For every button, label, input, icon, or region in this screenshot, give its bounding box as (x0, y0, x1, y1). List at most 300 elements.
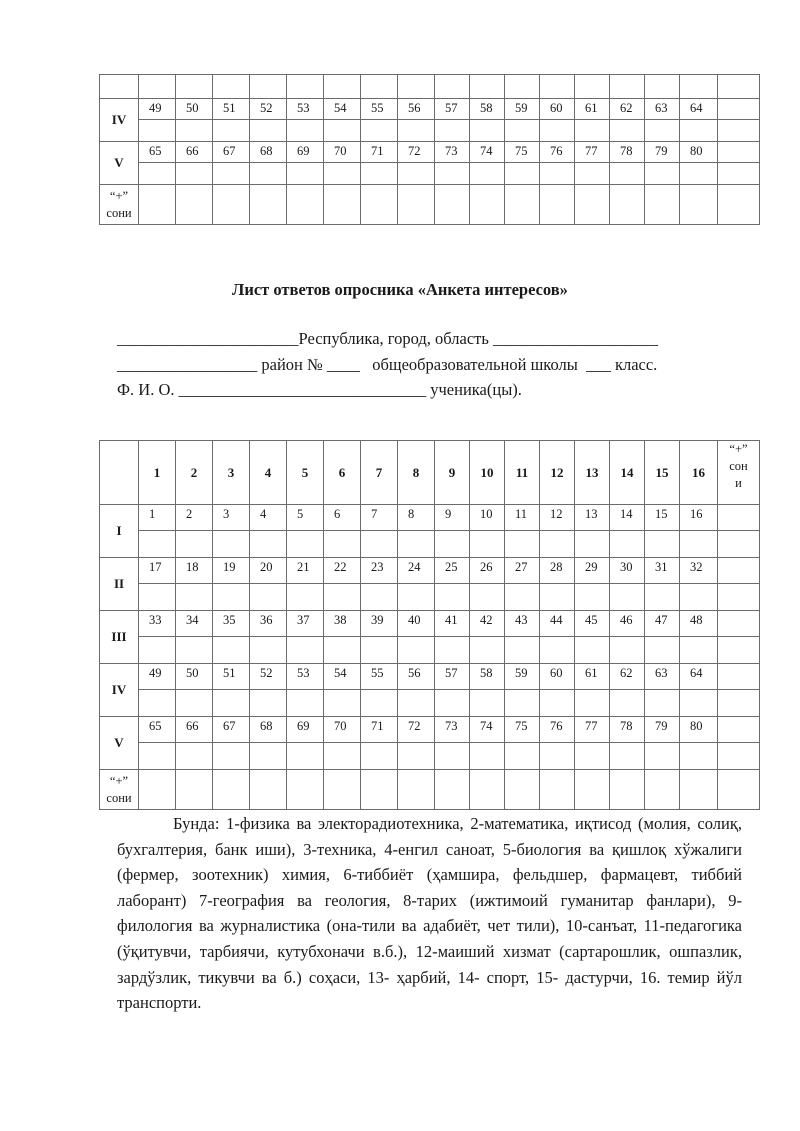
answer-cell[interactable] (540, 637, 575, 664)
count-total-cell[interactable] (470, 185, 505, 225)
answer-cell[interactable] (139, 75, 176, 99)
answer-cell[interactable] (470, 163, 505, 185)
count-row (100, 770, 760, 810)
question-number: 79 (645, 142, 680, 163)
row-label: I (100, 505, 139, 558)
question-number: 17 (139, 558, 176, 584)
answer-cell[interactable] (176, 120, 213, 142)
answer-cell[interactable] (645, 637, 680, 664)
count-total-cell[interactable] (361, 185, 398, 225)
answer-cell[interactable] (398, 690, 435, 717)
answer-row (100, 120, 760, 142)
answer-cell[interactable] (505, 163, 540, 185)
answer-cell[interactable] (250, 690, 287, 717)
answer-cell[interactable] (470, 120, 505, 142)
count-label-line2: сони (106, 205, 132, 220)
answer-cell[interactable] (435, 120, 470, 142)
count-row (100, 185, 760, 225)
question-number: 59 (505, 99, 540, 120)
count-total-cell[interactable] (139, 185, 176, 225)
count-label-line1: “+” (109, 773, 129, 788)
answer-cell[interactable] (176, 163, 213, 185)
answer-cell[interactable] (718, 163, 760, 185)
question-number: 3 (213, 505, 250, 531)
answer-cell[interactable] (435, 163, 470, 185)
answer-cell[interactable] (213, 743, 250, 770)
answer-cell[interactable] (398, 120, 435, 142)
question-number: 38 (324, 611, 361, 637)
answer-cell[interactable] (287, 75, 324, 99)
question-number: 59 (505, 664, 540, 690)
table-row (100, 664, 760, 690)
question-number: 52 (250, 664, 287, 690)
question-number: 31 (645, 558, 680, 584)
question-number: 65 (139, 717, 176, 743)
answer-cell[interactable] (470, 75, 505, 99)
answer-cell[interactable] (213, 120, 250, 142)
count-total-cell[interactable] (324, 770, 361, 810)
question-number: 80 (680, 142, 718, 163)
answer-cell[interactable] (139, 743, 176, 770)
answer-cell[interactable] (361, 690, 398, 717)
answer-cell[interactable] (139, 690, 176, 717)
answer-cell[interactable] (505, 690, 540, 717)
answer-cell[interactable] (213, 690, 250, 717)
answer-cell[interactable] (100, 75, 139, 99)
answer-row (100, 75, 760, 99)
question-number: 70 (324, 142, 361, 163)
question-number: 18 (176, 558, 213, 584)
answer-cell[interactable] (575, 120, 610, 142)
table-row (100, 505, 760, 531)
question-number: 62 (610, 99, 645, 120)
answer-cell[interactable] (718, 75, 760, 99)
question-number: 4 (250, 505, 287, 531)
row-label: V (100, 142, 139, 185)
answer-cell[interactable] (435, 743, 470, 770)
question-number: 62 (610, 664, 645, 690)
form-line-name: Ф. И. О. ______________________________ ученика(цы). (117, 380, 522, 399)
answer-cell[interactable] (398, 584, 435, 611)
answer-cell[interactable] (324, 743, 361, 770)
answer-cell[interactable] (470, 584, 505, 611)
answer-row (100, 584, 760, 611)
answer-cell[interactable] (680, 120, 718, 142)
question-number: 15 (645, 505, 680, 531)
answer-cell[interactable] (435, 531, 470, 558)
answer-cell[interactable] (213, 75, 250, 99)
count-cell[interactable] (718, 664, 760, 690)
answer-cell[interactable] (645, 690, 680, 717)
question-number: 77 (575, 142, 610, 163)
question-number: 39 (361, 611, 398, 637)
answer-cell[interactable] (540, 743, 575, 770)
answer-cell[interactable] (645, 163, 680, 185)
count-total-cell[interactable] (250, 770, 287, 810)
count-header-line: “+” (729, 442, 748, 456)
count-total-cell[interactable] (361, 770, 398, 810)
answer-cell[interactable] (718, 743, 760, 770)
answer-cell[interactable] (540, 75, 575, 99)
count-total-cell[interactable] (470, 770, 505, 810)
count-total-cell[interactable] (540, 185, 575, 225)
question-number: 56 (398, 664, 435, 690)
answer-cell[interactable] (176, 75, 213, 99)
answer-cell[interactable] (361, 531, 398, 558)
legend-paragraph: Бунда: 1-физика ва электорадиотехника, 2-математика, иқтисод (молия, солиқ, бухгалтерия, банк иши), 3-техника, 4-енгил саноат, 5-биология ва қишлоқ хўжалиги (фермер, зоотехник) химия, 6-тиббиёт (ҳамшира, фельдшер, фармацевт, тиббий лаборант) 7-география ва геология, 8-тарих (ижтимоий гуманитар фанлари), 9-филология ва журналистика (она-тили ва адабиёт, чет тили), 10-санъат, 11-педагогика (ўқитувчи, тарбиячи, кутубхоначи в.б.), 12-маиший хизмат (сартарошлик, ошпазлик, зардўзлик, тикувчи ва б.) соҳаси, 13- ҳарбий, 14- спорт, 15- дастурчи, 16. темир йўл транспорти. (117, 814, 742, 1013)
answer-cell[interactable] (540, 690, 575, 717)
question-number: 61 (575, 664, 610, 690)
count-header-line: сон (729, 459, 748, 473)
count-total-cell[interactable] (575, 770, 610, 810)
answer-cell[interactable] (718, 531, 760, 558)
count-total-cell[interactable] (680, 770, 718, 810)
count-total-cell[interactable] (645, 770, 680, 810)
question-number: 72 (398, 717, 435, 743)
question-number: 71 (361, 142, 398, 163)
count-total-cell[interactable] (250, 185, 287, 225)
answer-cell[interactable] (470, 637, 505, 664)
answer-cell[interactable] (435, 584, 470, 611)
question-number: 60 (540, 99, 575, 120)
question-number: 66 (176, 142, 213, 163)
answer-cell[interactable] (645, 120, 680, 142)
answer-cell[interactable] (645, 584, 680, 611)
question-number: 27 (505, 558, 540, 584)
answer-cell[interactable] (287, 690, 324, 717)
question-number: 23 (361, 558, 398, 584)
answer-cell[interactable] (718, 637, 760, 664)
answer-cell[interactable] (610, 584, 645, 611)
answer-cell[interactable] (213, 584, 250, 611)
question-number: 73 (435, 142, 470, 163)
answer-cell[interactable] (505, 531, 540, 558)
question-number: 10 (470, 505, 505, 531)
question-number: 16 (680, 505, 718, 531)
count-total-cell[interactable] (213, 185, 250, 225)
question-number: 8 (398, 505, 435, 531)
answer-cell[interactable] (505, 120, 540, 142)
answer-cell[interactable] (287, 584, 324, 611)
answer-cell[interactable] (361, 75, 398, 99)
column-header: 9 (435, 441, 470, 505)
answer-cell[interactable] (505, 637, 540, 664)
answer-cell[interactable] (139, 637, 176, 664)
answer-cell[interactable] (287, 163, 324, 185)
question-number: 49 (139, 664, 176, 690)
column-header: 13 (575, 441, 610, 505)
question-number: 55 (361, 99, 398, 120)
question-number: 49 (139, 99, 176, 120)
answer-cell[interactable] (575, 637, 610, 664)
answer-cell[interactable] (250, 531, 287, 558)
answer-cell[interactable] (575, 75, 610, 99)
answer-cell[interactable] (540, 531, 575, 558)
answer-cell[interactable] (361, 163, 398, 185)
answer-cell[interactable] (324, 120, 361, 142)
count-total-cell[interactable] (435, 185, 470, 225)
answer-cell[interactable] (324, 75, 361, 99)
answer-cell[interactable] (324, 584, 361, 611)
answer-cell[interactable] (398, 163, 435, 185)
answer-cell[interactable] (398, 531, 435, 558)
answer-cell[interactable] (575, 163, 610, 185)
answer-cell[interactable] (361, 584, 398, 611)
answer-cell[interactable] (324, 531, 361, 558)
answer-cell[interactable] (575, 690, 610, 717)
question-number: 58 (470, 664, 505, 690)
answer-cell[interactable] (645, 75, 680, 99)
question-number: 76 (540, 142, 575, 163)
answer-cell[interactable] (287, 637, 324, 664)
answer-cell[interactable] (324, 163, 361, 185)
question-number: 41 (435, 611, 470, 637)
answer-cell[interactable] (680, 743, 718, 770)
answer-cell[interactable] (287, 531, 324, 558)
question-number: 20 (250, 558, 287, 584)
corner-cell (100, 441, 139, 505)
answer-cell[interactable] (435, 75, 470, 99)
question-number: 47 (645, 611, 680, 637)
question-number: 67 (213, 142, 250, 163)
question-number: 68 (250, 717, 287, 743)
count-total-cell[interactable] (610, 185, 645, 225)
count-total-cell[interactable] (287, 770, 324, 810)
question-number: 74 (470, 142, 505, 163)
answer-cell[interactable] (680, 163, 718, 185)
table-row (100, 142, 760, 163)
count-row-label (100, 185, 139, 225)
answer-cell[interactable] (505, 743, 540, 770)
count-total-cell[interactable] (718, 185, 760, 225)
question-number: 13 (575, 505, 610, 531)
count-cell[interactable] (718, 142, 760, 163)
column-header: 3 (213, 441, 250, 505)
count-total-cell[interactable] (610, 770, 645, 810)
answer-cell[interactable] (250, 163, 287, 185)
question-number: 22 (324, 558, 361, 584)
question-number: 54 (324, 99, 361, 120)
answer-cell[interactable] (176, 584, 213, 611)
question-number: 24 (398, 558, 435, 584)
answer-cell[interactable] (718, 690, 760, 717)
answer-cell[interactable] (361, 120, 398, 142)
answer-cell[interactable] (250, 584, 287, 611)
answer-cell[interactable] (250, 120, 287, 142)
answer-cell[interactable] (324, 637, 361, 664)
question-number: 69 (287, 142, 324, 163)
answer-cell[interactable] (287, 743, 324, 770)
question-number: 30 (610, 558, 645, 584)
answer-cell[interactable] (718, 584, 760, 611)
answer-cell[interactable] (287, 120, 324, 142)
answer-cell[interactable] (398, 743, 435, 770)
answer-cell[interactable] (213, 163, 250, 185)
answer-cell[interactable] (718, 120, 760, 142)
answer-row (100, 163, 760, 185)
answer-cell[interactable] (575, 531, 610, 558)
answer-cell[interactable] (250, 743, 287, 770)
count-total-cell[interactable] (398, 770, 435, 810)
question-number: 6 (324, 505, 361, 531)
answer-cell[interactable] (610, 743, 645, 770)
count-total-cell[interactable] (139, 770, 176, 810)
question-number: 64 (680, 664, 718, 690)
answer-cell[interactable] (398, 637, 435, 664)
answer-cell[interactable] (176, 690, 213, 717)
table-row (100, 99, 760, 120)
count-cell[interactable] (718, 611, 760, 637)
count-total-cell[interactable] (324, 185, 361, 225)
count-total-cell[interactable] (505, 770, 540, 810)
answer-cell[interactable] (645, 531, 680, 558)
answer-cell[interactable] (575, 584, 610, 611)
table-row (100, 717, 760, 743)
question-number: 11 (505, 505, 540, 531)
answer-cell[interactable] (139, 120, 176, 142)
count-total-cell[interactable] (505, 185, 540, 225)
answer-cell[interactable] (680, 584, 718, 611)
table-row (100, 611, 760, 637)
answer-cell[interactable] (680, 637, 718, 664)
answer-cell[interactable] (213, 637, 250, 664)
answer-cell[interactable] (361, 637, 398, 664)
column-header: 4 (250, 441, 287, 505)
answer-cell[interactable] (575, 743, 610, 770)
column-header: 5 (287, 441, 324, 505)
question-number: 9 (435, 505, 470, 531)
count-total-cell[interactable] (680, 185, 718, 225)
answer-cell[interactable] (470, 743, 505, 770)
count-total-cell[interactable] (645, 185, 680, 225)
count-total-cell[interactable] (176, 770, 213, 810)
row-label: IV (100, 99, 139, 142)
answer-cell[interactable] (645, 743, 680, 770)
count-cell[interactable] (718, 505, 760, 531)
count-total-cell[interactable] (398, 185, 435, 225)
answer-cell[interactable] (139, 531, 176, 558)
answer-cell[interactable] (680, 531, 718, 558)
question-number: 73 (435, 717, 470, 743)
column-header: 14 (610, 441, 645, 505)
answer-cell[interactable] (610, 690, 645, 717)
answer-cell[interactable] (680, 75, 718, 99)
answer-cell[interactable] (470, 690, 505, 717)
question-number: 77 (575, 717, 610, 743)
question-number: 21 (287, 558, 324, 584)
question-number: 42 (470, 611, 505, 637)
answer-cell[interactable] (610, 75, 645, 99)
question-number: 37 (287, 611, 324, 637)
answer-cell[interactable] (540, 120, 575, 142)
question-number: 26 (470, 558, 505, 584)
answer-cell[interactable] (505, 584, 540, 611)
answer-row (100, 531, 760, 558)
answer-cell[interactable] (361, 743, 398, 770)
answer-cell[interactable] (139, 584, 176, 611)
question-number: 66 (176, 717, 213, 743)
question-number: 19 (213, 558, 250, 584)
count-total-cell[interactable] (435, 770, 470, 810)
answer-cell[interactable] (250, 75, 287, 99)
count-total-cell[interactable] (540, 770, 575, 810)
count-total-cell[interactable] (287, 185, 324, 225)
column-header: 7 (361, 441, 398, 505)
answer-cell[interactable] (324, 690, 361, 717)
question-number: 63 (645, 664, 680, 690)
question-number: 63 (645, 99, 680, 120)
question-number: 58 (470, 99, 505, 120)
question-number: 52 (250, 99, 287, 120)
question-number: 5 (287, 505, 324, 531)
column-header: 8 (398, 441, 435, 505)
count-cell[interactable] (718, 99, 760, 120)
answer-cell[interactable] (610, 531, 645, 558)
count-total-cell[interactable] (575, 185, 610, 225)
question-number: 1 (139, 505, 176, 531)
answer-cell[interactable] (470, 531, 505, 558)
question-number: 40 (398, 611, 435, 637)
answer-cell[interactable] (610, 120, 645, 142)
count-label-line2: сони (106, 790, 132, 805)
answer-cell[interactable] (680, 690, 718, 717)
row-label: II (100, 558, 139, 611)
count-header-line: и (735, 476, 742, 490)
question-number: 50 (176, 664, 213, 690)
form-line-region: ______________________Республика, город, область ____________________ (117, 329, 659, 348)
answer-cell[interactable] (176, 743, 213, 770)
question-number: 57 (435, 664, 470, 690)
question-number: 69 (287, 717, 324, 743)
answer-cell[interactable] (610, 637, 645, 664)
answer-row (100, 743, 760, 770)
question-number: 78 (610, 717, 645, 743)
column-header: 1 (139, 441, 176, 505)
answer-cell[interactable] (540, 584, 575, 611)
answer-cell[interactable] (250, 637, 287, 664)
count-total-cell[interactable] (176, 185, 213, 225)
question-number: 51 (213, 99, 250, 120)
question-number: 44 (540, 611, 575, 637)
answer-cell[interactable] (139, 163, 176, 185)
answer-cell[interactable] (435, 690, 470, 717)
count-row-label (100, 770, 139, 810)
question-number: 60 (540, 664, 575, 690)
answer-cell[interactable] (176, 637, 213, 664)
question-number: 33 (139, 611, 176, 637)
answer-cell[interactable] (213, 531, 250, 558)
question-number: 80 (680, 717, 718, 743)
question-number: 67 (213, 717, 250, 743)
count-cell[interactable] (718, 558, 760, 584)
question-number: 34 (176, 611, 213, 637)
count-cell[interactable] (718, 717, 760, 743)
column-header: 6 (324, 441, 361, 505)
count-total-cell[interactable] (718, 770, 760, 810)
count-total-cell[interactable] (213, 770, 250, 810)
answer-cell[interactable] (540, 163, 575, 185)
question-number: 70 (324, 717, 361, 743)
answer-cell[interactable] (176, 531, 213, 558)
answer-cell[interactable] (505, 75, 540, 99)
row-label: V (100, 717, 139, 770)
count-label-line1: “+” (109, 188, 129, 203)
count-column-header (718, 441, 760, 505)
answer-cell[interactable] (435, 637, 470, 664)
answer-cell[interactable] (398, 75, 435, 99)
answer-cell[interactable] (610, 163, 645, 185)
question-number: 71 (361, 717, 398, 743)
